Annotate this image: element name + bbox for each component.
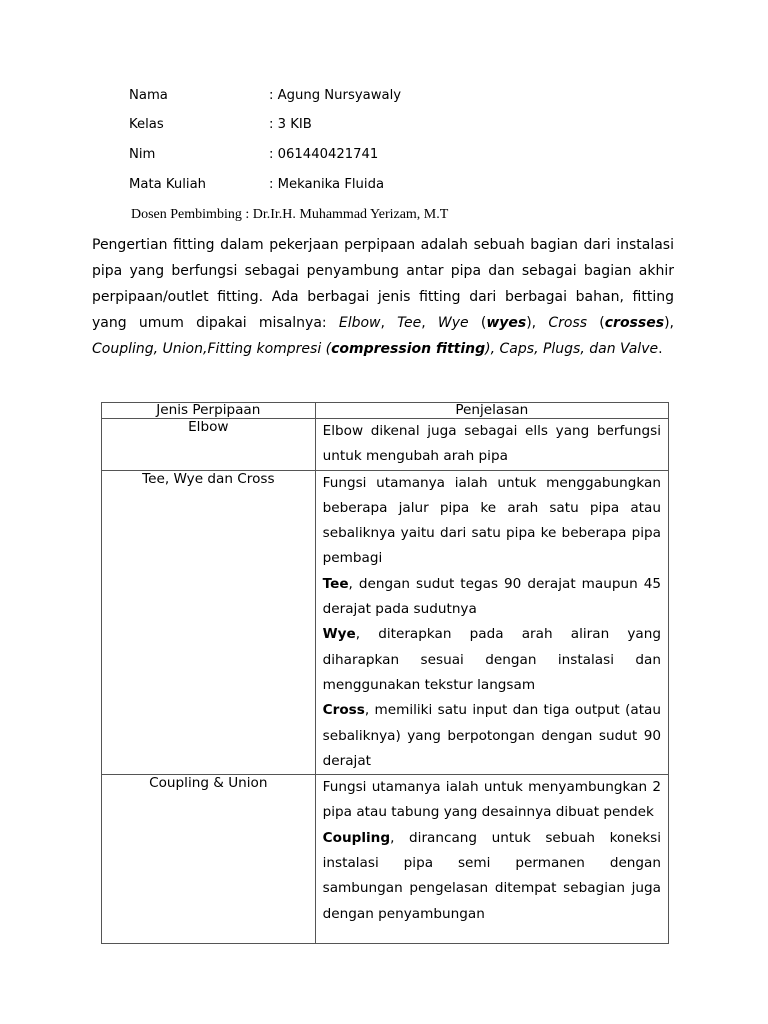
paragraph: Fungsi utamanya ialah untuk menggabungkan beberapa jalur pipa ke arah satu pipa atau sebaliknya yaitu dari satu pipa ke beberapa pipa pembagi bbox=[322, 474, 661, 567]
period: . bbox=[658, 341, 663, 357]
table-row bbox=[102, 470, 669, 775]
paren-close: ), bbox=[664, 315, 674, 331]
paragraph-text: , memiliki satu input dan tiga output (atau sebaliknya) yang berpotongan dengan sudut 90 derajat bbox=[322, 702, 661, 769]
column-header-jenis: Jenis Perpipaan bbox=[102, 403, 316, 419]
paragraph bbox=[323, 622, 661, 698]
term-wye: Wye bbox=[437, 315, 469, 331]
term-crosses: crosses bbox=[604, 315, 665, 331]
fitting-table bbox=[101, 402, 669, 944]
info-value: : 061440421741 bbox=[269, 147, 379, 162]
paragraph: Elbow dikenal juga sebagai ells yang berfungsi untuk mengubah arah pipa bbox=[322, 423, 661, 465]
cell-jenis: Coupling & Union bbox=[102, 775, 316, 944]
term-list-tail: ), Caps, Plugs, dan Valve bbox=[485, 341, 659, 357]
term-list: Coupling, Union,Fitting kompresi ( bbox=[92, 341, 332, 357]
info-label: Kelas bbox=[129, 117, 164, 132]
paragraph bbox=[323, 698, 661, 774]
bold-term: Cross bbox=[322, 702, 365, 719]
info-value: : 3 KIB bbox=[269, 117, 312, 132]
term-wyes: wyes bbox=[486, 315, 527, 331]
info-value: : Agung Nursyawaly bbox=[269, 88, 402, 103]
paragraph-text: , diterapkan pada arah aliran yang diharapkan sesuai dengan instalasi dan menggunakan tekstur langsam bbox=[322, 626, 661, 693]
paragraph bbox=[323, 572, 661, 623]
intro-paragraph bbox=[92, 232, 674, 362]
dosen-pembimbing: Dosen Pembimbing : Dr.Ir.H. Muhammad Yerizam, M.T bbox=[131, 207, 449, 222]
separator: , bbox=[380, 315, 398, 331]
info-value: : Mekanika Fluida bbox=[269, 177, 385, 192]
term-elbow: Elbow bbox=[338, 315, 381, 331]
info-label: Mata Kuliah bbox=[129, 177, 207, 192]
cell-penjelasan bbox=[315, 775, 668, 944]
paragraph-text: , dirancang untuk sebuah koneksi instalasi pipa semi permanen dengan sambungan pengelasan ditempat sebagian juga dengan penyambungan bbox=[322, 829, 661, 922]
term-cross: Cross bbox=[548, 315, 588, 331]
intro-text: Pengertian fitting dalam pekerjaan perpipaan adalah sebuah bagian dari instalasi pipa yang berfungsi sebagai penyambung antar pipa dan sebagai bagian akhir perpipaan/outlet fitting. Ada berbagai jenis fitting dari berbagai bahan, fitting yang umum dipakai misalnya: bbox=[92, 237, 674, 331]
cell-penjelasan bbox=[315, 419, 668, 471]
paragraph-text: , dengan sudut tegas 90 derajat maupun 45 derajat pada sudutnya bbox=[322, 575, 661, 618]
paragraph bbox=[323, 826, 661, 927]
cell-jenis: Elbow bbox=[102, 419, 316, 471]
table-header-row bbox=[102, 403, 669, 419]
paragraph: Fungsi utamanya ialah untuk menyambungkan 2 pipa atau tabung yang desainnya dibuat pendek bbox=[322, 779, 661, 821]
bold-term: Tee bbox=[322, 575, 349, 592]
paren-open: ( bbox=[468, 315, 487, 331]
cell-penjelasan bbox=[315, 470, 668, 775]
term-compression-fitting: compression fitting bbox=[331, 341, 486, 357]
info-label: Nama bbox=[129, 88, 168, 103]
cell-content-clipped bbox=[323, 775, 661, 943]
info-label: Nim bbox=[129, 147, 156, 162]
table-row bbox=[102, 775, 669, 944]
separator: , bbox=[421, 315, 438, 331]
paren-open: ( bbox=[587, 315, 605, 331]
paren-close: ), bbox=[526, 315, 549, 331]
bold-term: Coupling bbox=[322, 829, 391, 846]
term-tee: Tee bbox=[397, 315, 422, 331]
bold-term: Wye bbox=[322, 626, 356, 643]
table-row bbox=[102, 419, 669, 471]
column-header-penjelasan: Penjelasan bbox=[315, 403, 668, 419]
cell-jenis: Tee, Wye dan Cross bbox=[102, 470, 316, 775]
